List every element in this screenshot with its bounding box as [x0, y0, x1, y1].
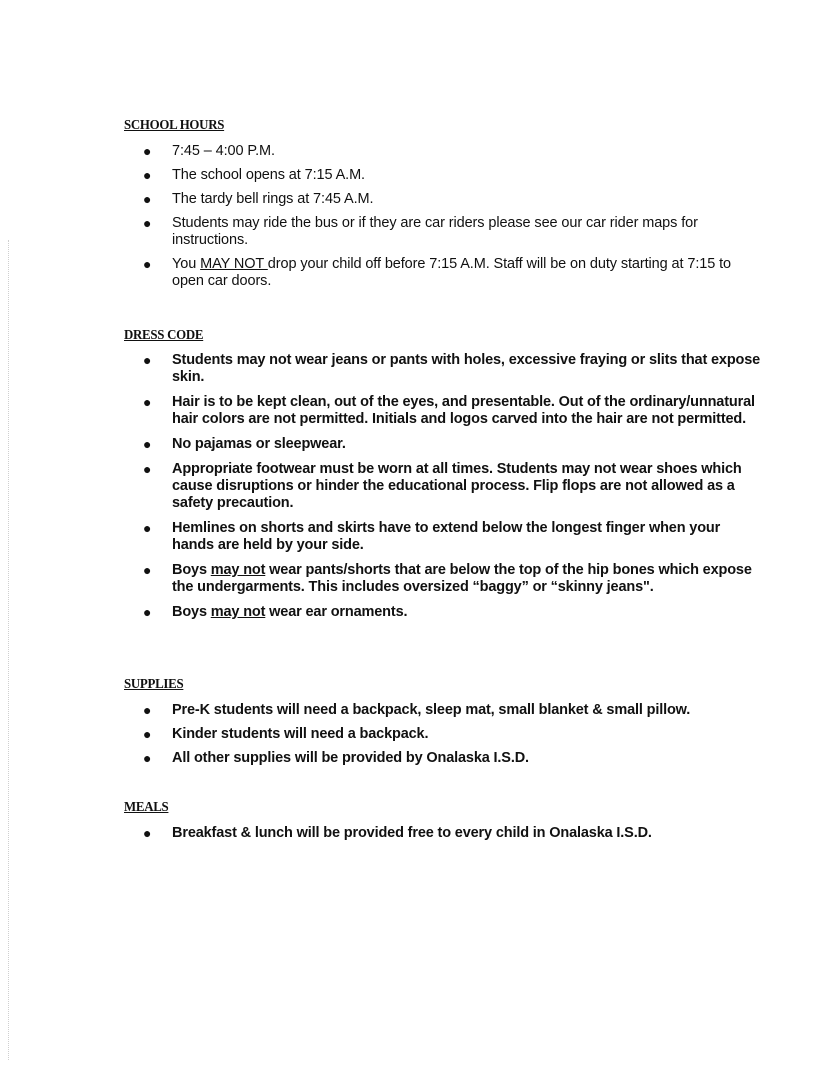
list-item: ● 7:45 – 4:00 P.M. — [143, 143, 275, 159]
bullet-icon: ● — [143, 167, 152, 183]
heading-supplies: SUPPLIES — [124, 677, 184, 692]
list-item: ● Kinder students will need a backpack. — [143, 726, 429, 742]
list-item: ● The tardy bell rings at 7:45 A.M. — [143, 191, 374, 207]
list-item: ● No pajamas or sleepwear. — [143, 436, 346, 452]
list-item: ● Students may ride the bus or if they are car riders please see our car rider maps for instructions. — [143, 215, 698, 248]
scan-margin-artifact — [8, 240, 11, 1060]
list-item: ● Hemlines on shorts and skirts have to extend below the longest finger when your hands are held by your side. — [143, 520, 721, 553]
bullet-icon: ● — [143, 461, 152, 477]
list-school-hours — [0, 143, 837, 290]
list-item: ● Boys may not wear pants/shorts that are below the top of the hip bones which expose the undergarments. This includes oversized “baggy” or “skinny jeans". — [143, 562, 752, 595]
bullet-icon: ● — [143, 702, 152, 718]
bullet-icon: ● — [143, 604, 152, 620]
list-supplies — [0, 702, 837, 767]
bullet-icon: ● — [143, 726, 152, 742]
heading-school-hours: SCHOOL HOURS — [124, 118, 225, 133]
emphasis-may-not: MAY NOT — [200, 256, 268, 272]
list-item: ● Pre-K students will need a backpack, sleep mat, small blanket & small pillow. — [143, 702, 691, 718]
bullet-icon: ● — [143, 352, 152, 368]
list-item: ● Boys may not wear ear ornaments. — [143, 604, 408, 620]
list-item: ● You MAY NOT drop your child off before 7:15 A.M. Staff will be on duty starting at 7:15 to open car doors. — [143, 256, 731, 289]
heading-meals: MEALS — [124, 800, 169, 815]
list-item: ● Appropriate footwear must be worn at all times. Students may not wear shoes which cause disruptions or hinder the educational process. Flip flops are not allowed as a safety precaution. — [143, 461, 742, 511]
bullet-icon: ● — [143, 825, 152, 841]
bullet-icon: ● — [143, 436, 152, 452]
bullet-icon: ● — [143, 191, 152, 207]
bullet-icon: ● — [143, 562, 152, 578]
bullet-icon: ● — [143, 750, 152, 766]
bullet-icon: ● — [143, 520, 152, 536]
emphasis-may-not: may not — [210, 604, 266, 620]
list-item: ● All other supplies will be provided by Onalaska I.S.D. — [143, 750, 529, 766]
list-item: ● Breakfast & lunch will be provided free to every child in Onalaska I.S.D. — [143, 825, 652, 841]
list-item: ● The school opens at 7:15 A.M. — [143, 167, 365, 183]
emphasis-may-not: may not — [210, 562, 266, 578]
bullet-icon: ● — [143, 215, 152, 231]
heading-dress-code: DRESS CODE — [124, 328, 204, 343]
bullet-icon: ● — [143, 143, 152, 159]
bullet-icon: ● — [143, 256, 152, 272]
list-item: ● Students may not wear jeans or pants with holes, excessive fraying or slits that expose skin. — [143, 352, 761, 385]
list-item: ● Hair is to be kept clean, out of the eyes, and presentable. Out of the ordinary/unnatural hair colors are not permitted. Initials and logos carved into the hair are not permitted. — [143, 394, 755, 427]
list-dress-code — [0, 352, 837, 621]
list-meals — [0, 825, 837, 842]
bullet-icon: ● — [143, 394, 152, 410]
